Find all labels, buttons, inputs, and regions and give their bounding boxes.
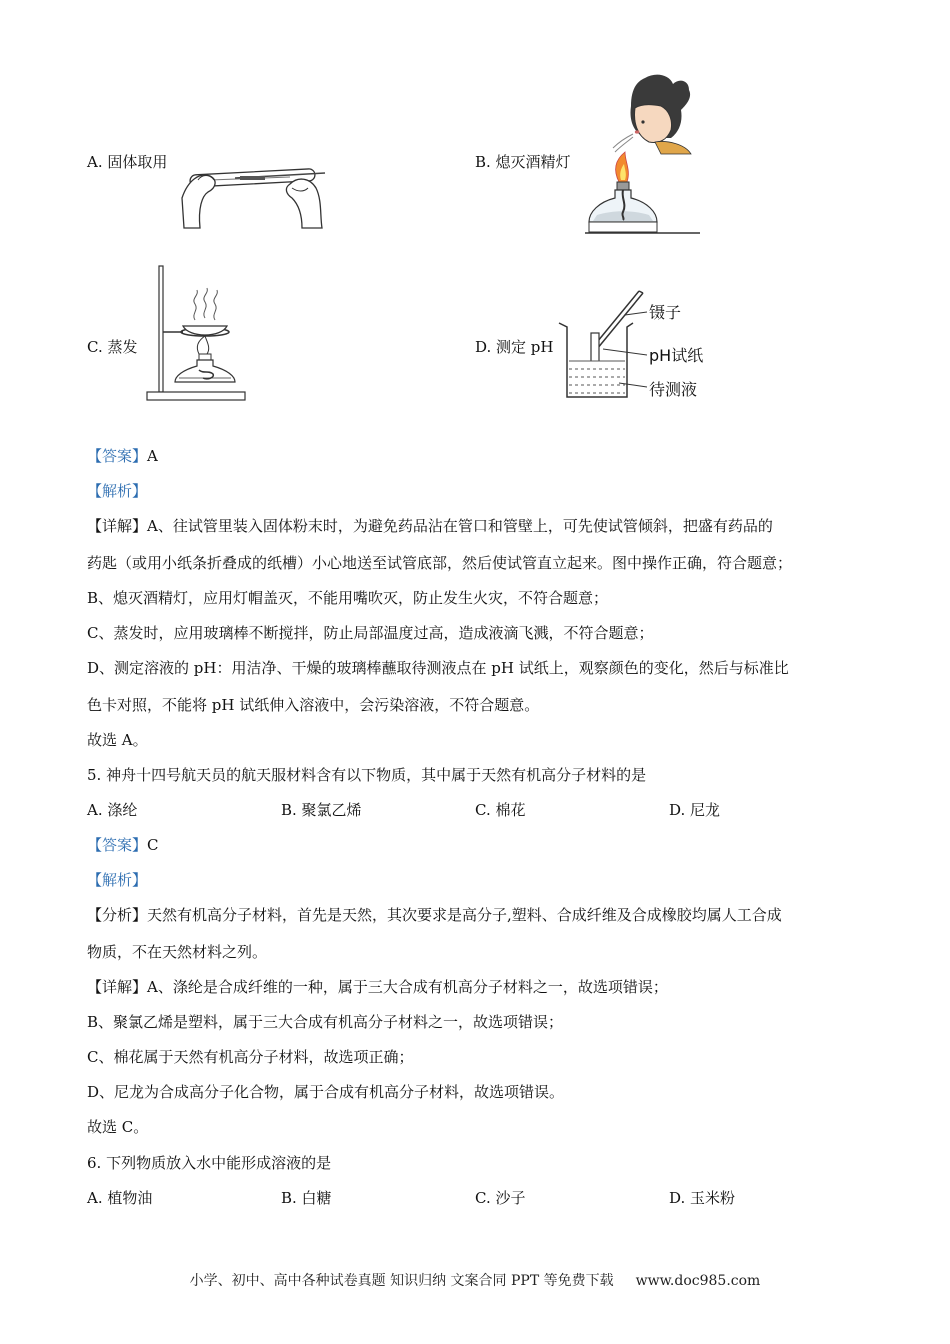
q5-answer bbox=[87, 834, 159, 855]
footer-text: 小学、初中、高中各种试卷真题 知识归纳 文案合同 PPT 等免费下载 bbox=[189, 1273, 614, 1289]
q5-option-b: B. 聚氯乙烯 bbox=[281, 801, 362, 819]
q5-option-d: D. 尼龙 bbox=[669, 801, 721, 819]
ph-paper-label: pH试纸 bbox=[649, 346, 704, 365]
q5-analysis-line: 【分析】天然有机高分子材料，首先是天然，其次要求是高分子,塑料、合成纤维及合成橡胶均属人工合成 bbox=[87, 906, 782, 924]
q5-question: 5. 神舟十四号航天员的航天服材料含有以下物质，其中属于天然有机高分子材料的是 bbox=[87, 766, 647, 784]
q4-detail-line: 色卡对照，不能将 pH 试纸伸入溶液中，会污染溶液，不符合题意。 bbox=[87, 696, 540, 714]
answer-tag: 【答案】 bbox=[87, 836, 148, 854]
q5-detail-line: 【详解】A、涤纶是合成纤维的一种，属于三大合成有机高分子材料之一，故选项错误； bbox=[87, 978, 668, 996]
page-footer bbox=[0, 1270, 950, 1290]
evaporation-illustration bbox=[143, 262, 248, 404]
option-c-label: C. 蒸发 bbox=[87, 338, 138, 356]
solid-sampling-illustration bbox=[180, 158, 330, 230]
q4-detail-line: 【详解】A、往试管里装入固体粉末时，为避免药品沾在管口和管壁上，可先使试管倾斜，把盛有药品的 bbox=[87, 517, 773, 535]
q5-analysis-tag: 【解析】 bbox=[87, 871, 148, 889]
q5-detail-line: D、尼龙为合成高分子化合物，属于合成有机高分子材料，故选项错误。 bbox=[87, 1083, 565, 1101]
q6-option-d: D. 玉米粉 bbox=[669, 1189, 736, 1207]
footer-url[interactable]: www.doc985.com bbox=[635, 1273, 761, 1289]
answer-value: A bbox=[147, 447, 158, 465]
q5-conclusion: 故选 C。 bbox=[87, 1118, 149, 1136]
q4-conclusion: 故选 A。 bbox=[87, 731, 148, 749]
q4-answer bbox=[87, 445, 158, 466]
option-b-label: B. 熄灭酒精灯 bbox=[475, 153, 571, 171]
q6-option-a: A. 植物油 bbox=[87, 1189, 153, 1207]
q4-detail-line: 药匙（或用小纸条折叠成的纸槽）小心地送至试管底部，然后使试管直立起来。图中操作正确，符合题意； bbox=[87, 554, 793, 572]
answer-value: C bbox=[147, 836, 159, 854]
q4-analysis-tag: 【解析】 bbox=[87, 482, 148, 500]
ph-measurement-illustration bbox=[553, 285, 713, 405]
option-a-label: A. 固体取用 bbox=[87, 153, 168, 171]
q6-question: 6. 下列物质放入水中能形成溶液的是 bbox=[87, 1154, 332, 1172]
blowing-out-alcohol-lamp-illustration bbox=[585, 70, 700, 238]
q5-analysis-line: 物质，不在天然材料之列。 bbox=[87, 943, 268, 961]
q6-option-b: B. 白糖 bbox=[281, 1189, 332, 1207]
q5-detail-line: C、棉花属于天然有机高分子材料，故选项正确； bbox=[87, 1048, 414, 1066]
option-d-label: D. 测定 pH bbox=[475, 338, 554, 356]
q4-detail-line: D、测定溶液的 pH：用洁净、干燥的玻璃棒蘸取待测液点在 pH 试纸上，观察颜色的变化，然后与标准比 bbox=[87, 659, 789, 677]
tweezers-label: 镊子 bbox=[649, 303, 682, 322]
test-solution-label: 待测液 bbox=[649, 380, 698, 399]
q4-detail-line: C、蒸发时，应用玻璃棒不断搅拌，防止局部温度过高，造成液滴飞溅，不符合题意； bbox=[87, 624, 654, 642]
q6-option-c: C. 沙子 bbox=[475, 1189, 526, 1207]
answer-tag: 【答案】 bbox=[87, 447, 148, 465]
q5-detail-line: B、聚氯乙烯是塑料，属于三大合成有机高分子材料之一，故选项错误； bbox=[87, 1013, 564, 1031]
q5-option-c: C. 棉花 bbox=[475, 801, 526, 819]
q5-option-a: A. 涤纶 bbox=[87, 801, 138, 819]
q4-detail-line: B、熄灭酒精灯，应用灯帽盖灭，不能用嘴吹灭，防止发生火灾，不符合题意； bbox=[87, 589, 609, 607]
